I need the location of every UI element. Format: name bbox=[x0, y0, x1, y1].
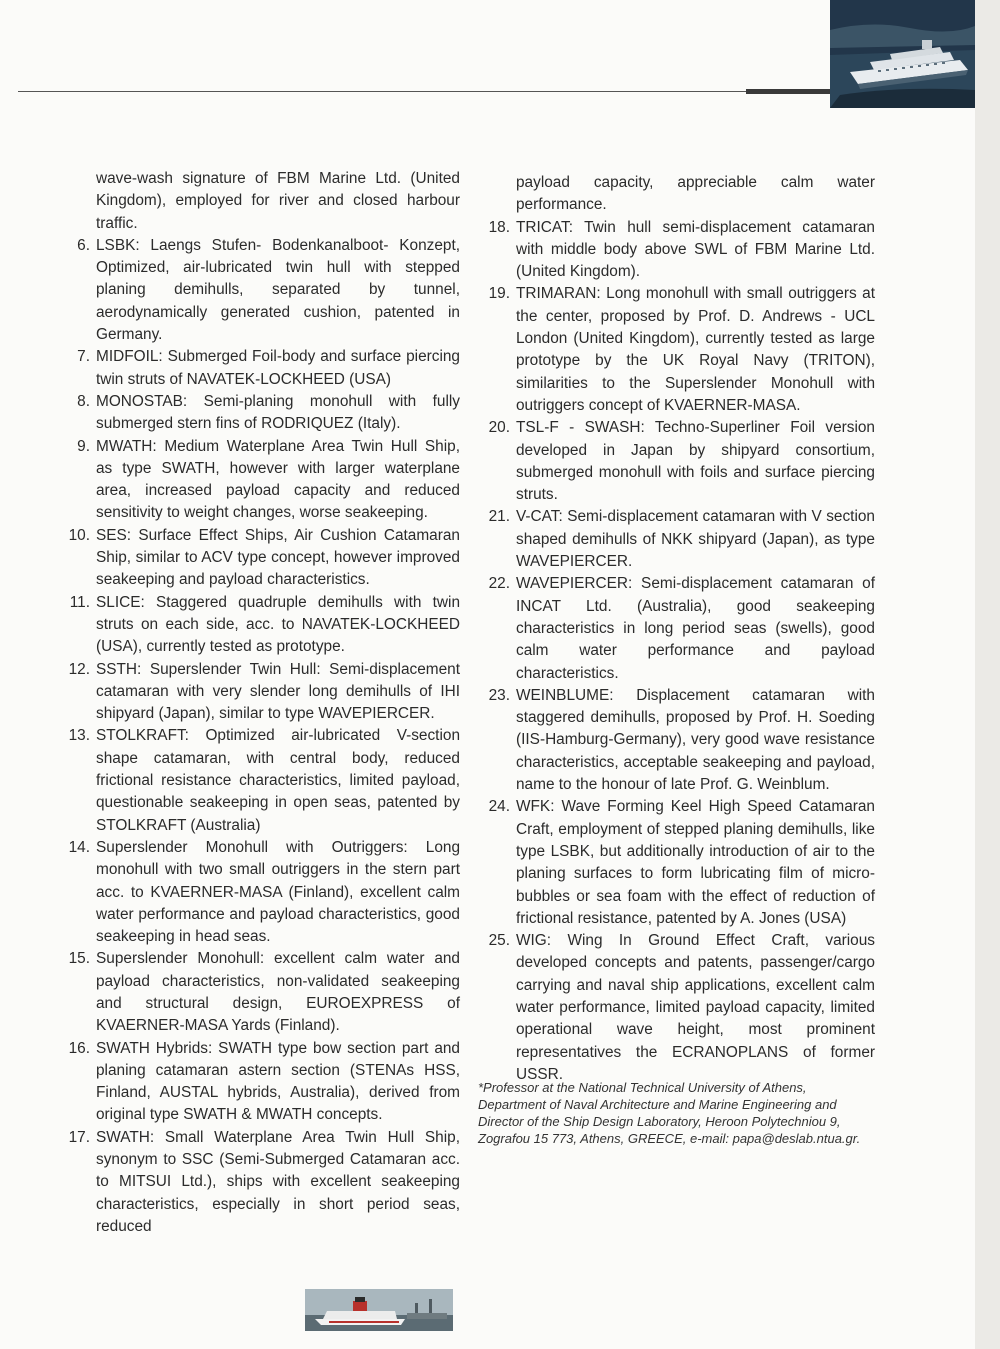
list-item-text: TRIMARAN: Long monohull with small outriggers at the center, proposed by Prof. D. Andrews - UCL London (United Kingdom), currently tested as large prototype by the UK Royal Navy (TRITON), similarities to the Superslender Monohull with outriggers concept of KVAERNER-MASA. bbox=[516, 285, 875, 414]
list-item-number: 10. bbox=[68, 526, 90, 544]
list-item-text: SLICE: Staggered quadruple demihulls with twin struts on each side, acc. to NAVATEK-LOCKHEED (USA), currently tested as prototype. bbox=[96, 593, 460, 656]
list-item bbox=[480, 417, 875, 506]
list-item-text: TSL-F - SWASH: Techno-Superliner Foil version developed in Japan by shipyard consortium, submerged monohull with foils and surface piercing struts. bbox=[516, 419, 875, 504]
list-item-text: WFK: Wave Forming Keel High Speed Catamaran Craft, employment of stepped planing demihulls, like type LSBK, but additionally introduction of air to the planing surfaces to form lubricating film of micro-bubbles or sea foam with the effect of reduction of frictional resistance, patented by A. Jones (USA) bbox=[516, 798, 875, 927]
list-item-number: 8. bbox=[77, 392, 90, 410]
list-item bbox=[60, 592, 460, 659]
list-item-text: V-CAT: Semi-displacement catamaran with V section shaped demihulls of NKK shipyard (Japan), as type WAVEPIERCER. bbox=[516, 508, 875, 571]
list-item-number: 13. bbox=[68, 727, 90, 745]
list-item-text: SES: Surface Effect Ships, Air Cushion Catamaran Ship, similar to ACV type concept, however improved seakeeping and payload characteristics. bbox=[96, 526, 460, 589]
list-item bbox=[60, 659, 460, 726]
list-item-number: 12. bbox=[68, 660, 90, 678]
header-rule-accent bbox=[746, 89, 830, 94]
list-item-text: MONOSTAB: Semi-planing monohull with fully submerged stern fins of RODRIQUEZ (Italy). bbox=[96, 392, 460, 433]
author-footnote: *Professor at the National Technical University of Athens, Department of Naval Architecture and Marine Engineering and Director of the Ship Design Laboratory, Heroon Polytechniou 9, Zografou 15 773, Athens, GREECE, e-mail: papa@deslab.ntua.gr. bbox=[478, 1080, 861, 1146]
list-item-number: 7. bbox=[77, 348, 90, 366]
list-item-text: SWATH Hybrids: SWATH type bow section part and planing catamaran astern section (STENAs HSS, Finland, AUSTAL hybrids, Australia), derived from original type SWATH & MWATH concepts. bbox=[96, 1039, 460, 1124]
list-item bbox=[60, 725, 460, 836]
list-item-text: Superslender Monohull with Outriggers: Long monohull with two small outriggers in the stern part acc. to KVAERNER-MASA (Finland), excellent calm water performance and payload characteristics, good seakeeping in head seas. bbox=[96, 838, 460, 946]
continued-paragraph: wave-wash signature of FBM Marine Ltd. (United Kingdom), employed for river and closed harbour traffic. bbox=[96, 170, 460, 232]
list-item bbox=[60, 346, 460, 391]
list-item-number: 16. bbox=[68, 1039, 90, 1057]
list-item bbox=[60, 948, 460, 1037]
list-item bbox=[480, 506, 875, 573]
list-item bbox=[480, 283, 875, 417]
list-item-text: SWATH: Small Waterplane Area Twin Hull Ship, synonym to SSC (Semi-Submerged Catamaran acc. to MITSUI Ltd.), ships with excellent seakeeping characteristics, especially in short period seas, reduced bbox=[96, 1128, 460, 1235]
list-item-number: 24. bbox=[488, 798, 510, 816]
list-item bbox=[480, 217, 875, 284]
list-item-number: 15. bbox=[68, 950, 90, 968]
page-edge-shadow bbox=[975, 0, 1000, 1349]
list-item-text: WIG: Wing In Ground Effect Craft, various developed concepts and patents, passenger/cargo carrying and naval ship applications, excellent calm water performance, limited payload capacity, limited operational wave height, most prominent representatives the ECRANOPLANS of former USSR. bbox=[516, 932, 875, 1083]
list-item-number: 21. bbox=[488, 508, 510, 526]
list-item-number: 11. bbox=[69, 593, 90, 611]
list-item bbox=[480, 930, 875, 1086]
header-rule bbox=[18, 91, 746, 92]
list-item-number: 23. bbox=[488, 686, 510, 704]
footer-ferry-photo bbox=[305, 1289, 453, 1331]
list-item-number: 22. bbox=[488, 575, 510, 593]
list-item-number: 9. bbox=[77, 437, 90, 455]
list-item-text: WEINBLUME: Displacement catamaran with staggered demihulls, proposed by Prof. H. Soeding (IIS-Hamburg-Germany), very good wave resistance characteristics, acceptable seakeeping and payload, name to the honour of late Prof. G. Weinblum. bbox=[516, 686, 875, 794]
header-ship-photo bbox=[830, 0, 975, 108]
list-item-text: LSBK: Laengs Stufen- Bodenkanalboot- Konzept, Optimized, air-lubricated twin hull with stepped planing demihulls, separated by tunnel, aerodynamically generated cushion, patented in Germany. bbox=[96, 236, 460, 344]
left-column bbox=[60, 168, 460, 1238]
list-item-number: 18. bbox=[488, 218, 510, 236]
list-item-text: STOLKRAFT: Optimized air-lubricated V-section shape catamaran, with central body, reduced frictional resistance characteristics, limited payload, questionable seakeeping in open seas, patented by STOLKRAFT (Australia) bbox=[96, 727, 460, 834]
list-item-number: 17. bbox=[68, 1128, 90, 1146]
ferry-image bbox=[305, 1289, 453, 1331]
list-item-number: 19. bbox=[488, 285, 510, 303]
list-item-number: 25. bbox=[488, 932, 510, 950]
list-item-number: 14. bbox=[68, 838, 90, 856]
list-item-text: WAVEPIERCER: Semi-displacement catamaran of INCAT Ltd. (Australia), good seakeeping characteristics in long period seas (swells), good calm water performance and payload characteristics. bbox=[516, 575, 875, 682]
list-item bbox=[480, 685, 875, 796]
list-item-text: MWATH: Medium Waterplane Area Twin Hull Ship, as type SWATH, however with larger waterplane area, increased payload capacity and reduced sensitivity to weight changes, worse seakeeping. bbox=[96, 437, 460, 522]
list-item-text: SSTH: Superslender Twin Hull: Semi-displacement catamaran with very slender long demihulls of IHI shipyard (Japan), similar to type WAVEPIERCER. bbox=[96, 660, 460, 723]
list-item bbox=[60, 436, 460, 525]
list-item bbox=[60, 1127, 460, 1238]
list-item-number: 6. bbox=[77, 236, 90, 254]
list-item bbox=[480, 573, 875, 684]
list-item bbox=[60, 837, 460, 948]
list-item bbox=[60, 391, 460, 436]
list-item bbox=[480, 796, 875, 930]
list-item-text: MIDFOIL: Submerged Foil-body and surface piercing twin struts of NAVATEK-LOCKHEED (USA) bbox=[96, 348, 460, 388]
list-item-text: TRICAT: Twin hull semi-displacement catamaran with middle body above SWL of FBM Marine Ltd. (United Kingdom). bbox=[516, 218, 875, 281]
right-column bbox=[480, 172, 875, 1086]
continued-paragraph: payload capacity, appreciable calm water performance. bbox=[516, 174, 875, 214]
list-item bbox=[60, 235, 460, 346]
list-item-number: 20. bbox=[488, 419, 510, 437]
cruise-ship-image bbox=[830, 0, 975, 108]
list-item-text: Superslender Monohull: excellent calm water and payload characteristics, non-validated seakeeping and structural design, EUROEXPRESS of KVAERNER-MASA Yards (Finland). bbox=[96, 950, 460, 1035]
list-item bbox=[60, 1038, 460, 1127]
list-item bbox=[60, 525, 460, 592]
